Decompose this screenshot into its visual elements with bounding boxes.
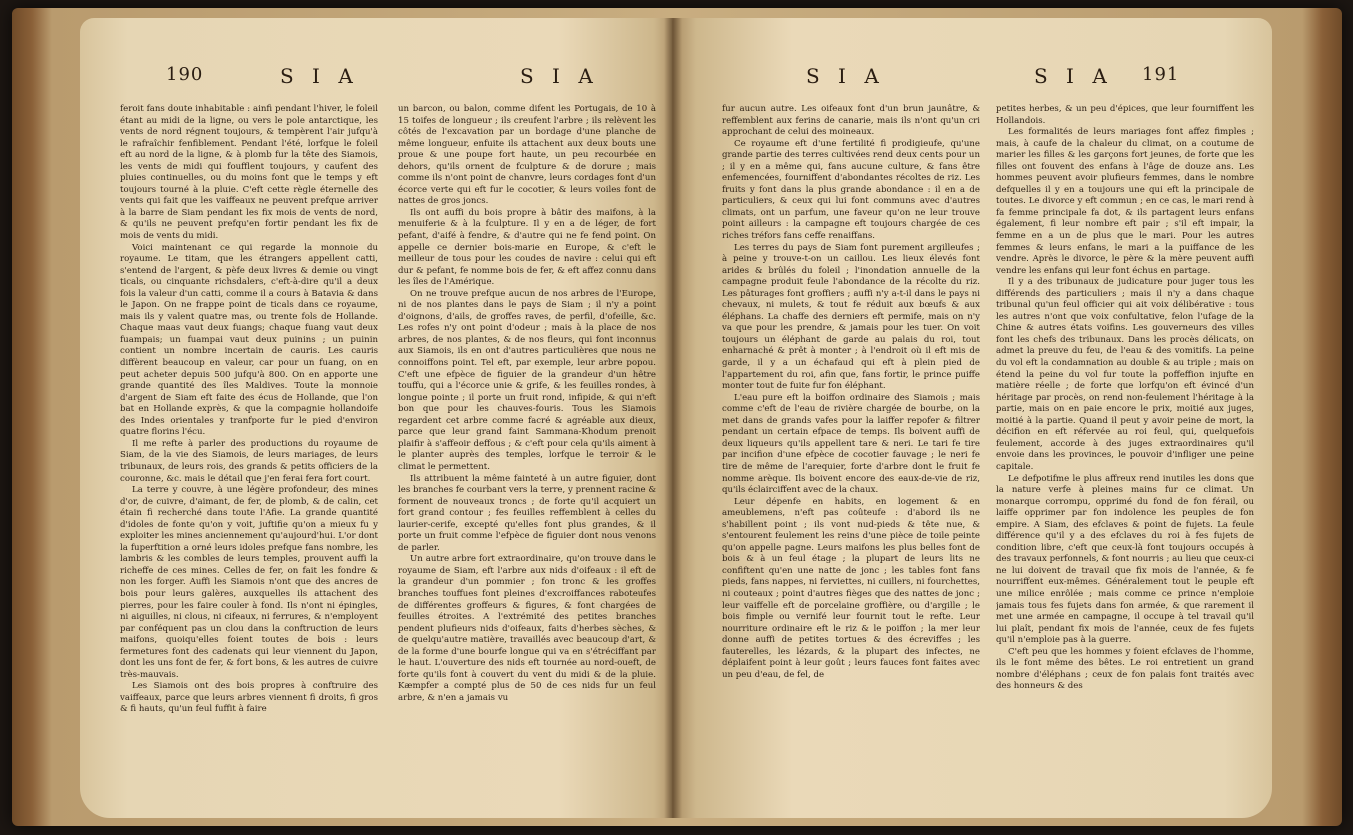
paragraph: La terre y couvre, à une légère profondeur, des mines d'or, de cuivre, d'aimant, de fer, de plomb, & de calin, cet étain fi recherché dans toute l'Afie. La grande quantité d'idoles de fonte qu'on y voit, juftifie qu'on a mieux fu y exploiter les mines anciennement qu'aujourd'hui. L'or dont la fuperftition a orné leurs idoles prefque fans nombre, les lambris & les combles de leurs temples, prouvent auffi la richeffe de ces mines. Celles de fer, on fait les fondre & non les forger. Auffi les Siamois n'ont que des ancres de bois pour leurs galères, auxquelles ils attachent des pierres, pour les faire couler à fond. Ils n'ont ni épingles, ni aiguilles, ni clous, ni cifeaux, ni ferrures, & n'employent par conféquent pas un clou dans la conftruction de leurs maifons, quoiqu'elles foient toutes de bois : leurs fermetures font des cadenats qui leur viennent du Japon, dont les uns font de fer, & fort bons, & les autres de cuivre très-mauvais. bbox=[120, 485, 378, 680]
right-page bbox=[672, 18, 1272, 818]
right-header-word-1: S I A bbox=[806, 64, 885, 88]
left-page bbox=[80, 18, 678, 818]
paragraph: Les formalités de leurs mariages font affez fimples ; mais, à caufe de la chaleur du climat, on a coutume de marier les filles & les garçons fort jeunes, de forte que les filles ont fouvent des enfans à l'âge de douze ans. Les hommes peuvent avoir plufieurs femmes, dans le nombre defquelles il y en a toujours une qui eft la principale de toutes. Le divorce y eft commun ; en ce cas, le mari rend à fa femme principale fa dot, & ils partagent leurs enfans également, fi leur nombre eft pair ; s'il eft impair, la femme en a un de plus que le mari. Pour les autres femmes & leurs enfans, le mari a la puiffance de les vendre. Après le divorce, le père & la mère peuvent auffi vendre les enfans qui leur font échus en partage. bbox=[996, 127, 1254, 276]
paragraph: Les terres du pays de Siam font purement argilleufes ; à peine y trouve-t-on un caillou. Les lieux élevés font arides & brûlés du foleil ; l'inondation annuelle de la campagne produit feule l'abondance de la récolte du riz. Les pâturages font groffiers ; auffi n'y a-t-il dans le pays ni chevaux, ni mulets, & tout fe réduit aux bœufs & aux éléphans. La chaffe des derniers eft permife, mais on n'y va que pour les prendre, & jamais pour les tuer. On voit toujours un éléphant de garde au palais du roi, tout enharnaché & prêt à monter ; à l'endroit où il eft mis de garde, il y a un échafaud qui eft à plein pied de l'appartement du roi, afin que, fans fortir, le prince puiffe monter tout de fuite fur fon éléphant. bbox=[722, 242, 980, 392]
left-page-number: 190 bbox=[166, 64, 204, 85]
left-header-word-1: S I A bbox=[280, 64, 359, 88]
paragraph: On ne trouve prefque aucun de nos arbres de l'Europe, ni de nos plantes dans le pays de Siam ; il n'y a point d'oignons, d'ails, de groffes raves, de perfil, d'ofeille, &c. Les rofes n'y ont point d'odeur ; mais à la place de nos arbres, de nos plantes, & de nos fleurs, qui font inconnus aux Siamois, ils en ont d'autres particulières que nous ne connoiffons point. Tel eft, par exemple, leur arbre popou. C'eft une efpèce de figuier de la grandeur d'un hêtre touffu, qui a l'écorce unie & grife, & les feuilles rondes, à longue pointe ; il porte un fruit rond, infipide, & qui n'eft bon que pour les chauves-fouris. Tous les Siamois regardent cet arbre comme facré & agréable aux dieux, parce que leur grand faint Sammana-Khodum prenoit plaifir à s'affeoir deffous ; & c'eft pour cela qu'ils aiment à le planter auprès des temples, lorfque le terroir & le climat le permettent. bbox=[398, 288, 656, 472]
right-column-2 bbox=[996, 104, 1254, 804]
paragraph: C'eft peu que les hommes y foient efclaves de l'homme, ils le font même des bêtes. Le roi entretient un grand nombre d'éléphans ; ceux de fon palais font traités avec des honneurs & des bbox=[996, 646, 1254, 692]
paragraph: L'eau pure eft la boiffon ordinaire des Siamois ; mais comme c'eft de l'eau de rivière chargée de bourbe, on la met dans de grands vafes pour la laiffer repofer & filtrer pendant un certain efpace de temps. Ils boivent auffi de deux liqueurs qu'ils appellent tare & neri. Le tari fe tire par incifion d'une efpèce de cocotier fauvage ; le neri fe tire de même de l'arequier, forte d'arbre dont le fruit fe nomme arèque. Ils boivent encore des eaux-de-vie de riz, qu'ils éclairciffent avec de la chaux. bbox=[722, 392, 980, 496]
book-gutter bbox=[664, 18, 682, 818]
left-header-word-2: S I A bbox=[520, 64, 599, 88]
left-column-1 bbox=[120, 104, 378, 804]
paragraph: Voici maintenant ce qui regarde la monnoie du royaume. Le titam, que les étrangers appellent catti, s'entend de l'argent, & pèfe deux livres & demie ou vingt ticals, ou cinquante richsdalers, c'eft-à-dire qu'il a deux fois la valeur d'un catti, comme il a cours à Batavia & dans le Japon. On ne frappe point de ticals dans ce royaume, mais ils y valent quatre mas, ou trente fols de Hollande. Chaque maas vaut deux fuangs; chaque fuang vaut deux fuampais; un fuampai vaut deux puinins ; un puinin contient un nombre incertain de cauris. Les cauris diffèrent beaucoup en valeur, car pour un fuang, on en peut acheter depuis 500 jufqu'à 800. On en apporte une grande quantité des îles Maldives. Toute la monnoie d'argent de Siam eft faite des écus de Hollande, que l'on bat en Hollande exprès, & que la compagnie hollandoife des Indes orientales y tranfporte fur le pied d'environ quatre florins l'écu. bbox=[120, 242, 378, 438]
right-page-number: 191 bbox=[1142, 64, 1180, 85]
left-column-2 bbox=[398, 104, 656, 804]
paragraph: Ce royaume eft d'une fertilité fi prodigieufe, qu'une grande partie des terres cultivées rend deux cents pour un ; il y en a même qui, fans aucune culture, & fans être enfemencées, fourniffent d'abondantes récoltes de riz. Les fruits y font dans la plus grande abondance : il en a de particuliers, & ceux qui lui font communs avec d'autres climats, ont un parfum, une faveur qu'on ne leur trouve point ailleurs : la campagne eft toujours chargée de ces riches tréfors fans ceffe renaiffans. bbox=[722, 138, 980, 242]
paragraph: Il y a des tribunaux de judicature pour juger tous les différends des particuliers ; mais il n'y a dans chaque tribunal qu'un feul officier qui ait voix délibérative : tous les autres n'ont que voix confultative, felon l'ufage de la Chine & autres états voifins. Les gouverneurs des villes font les chefs des tribunaux. Dans les procès délicats, on admet la preuve du feu, de l'eau & des vomitifs. La peine du vol eft la condamnation au double & au triple ; mais on étend la peine du vol fur toute la poffeffion injufte en matière réelle ; de forte que lorfqu'on eft évincé d'un héritage par procès, on rend non-feulement l'héritage à la partie, mais on en paie encore le prix, moitié aux juges, moitié à la partie. Quand il peut y avoir peine de mort, la décifion en eft réfervée au roi feul, qui, quelquefois feulement, accorde à des juges extraordinaires qu'il envoie dans les provinces, le pouvoir d'infliger une peine capitale. bbox=[996, 277, 1254, 472]
paragraph: Ils ont auffi du bois propre à bâtir des maifons, à la menuiferie & à la fculpture. Il y en a de léger, de fort pefant, d'aifé à fendre, & d'autre qui ne fe fend point. On appelle ce dernier bois-marie en Europe, & c'eft le meilleur de tous pour les coudes de navire : celui qui eft dur & pefant, fe nomme bois de fer, & eft affez connu dans les îles de l'Amérique. bbox=[398, 207, 656, 288]
paragraph: Il me refte à parler des productions du royaume de Siam, de la vie des Siamois, de leurs mariages, de leurs tribunaux, de leurs rois, des grands & petits officiers de la couronne, &c. mais le détail que j'en ferai fera fort court. bbox=[120, 438, 378, 484]
paragraph: petites herbes, & un peu d'épices, que leur fourniffent les Hollandois. bbox=[996, 104, 1254, 126]
paragraph: Les Siamois ont des bois propres à conftruire des vaiffeaux, parce que leurs arbres viennent fi droits, fi gros & fi hauts, qu'un feul fuffit à faire bbox=[120, 681, 378, 715]
left-running-head bbox=[80, 64, 678, 94]
paragraph: Leur dépenfe en habits, en logement & en ameublemens, n'eft pas coûteufe : d'abord ils ne s'habillent point ; ils vont nud-pieds & tête nue, & s'entourent feulement les reins d'une pièce de toile peinte qu'on appelle pagne. Leurs maifons les plus belles font de bois & à un feul étage ; la plupart de leurs lits ne confiftent qu'en une natte de jonc ; les tables font fans pieds, fans nappes, ni ferviettes, ni cuillers, ni fourchettes, ni couteaux ; point d'autres fièges que des nattes de jonc ; leur vaiffelle eft de porcelaine groffière, ou d'argille ; le bois fimple ou vernifé leur fournit tout le refte. Leur nourriture ordinaire eft le riz & le poiffon ; la mer leur donne auffi de petites tortues & des écreviffes ; les fauterelles, les lézards, & la plupart des infectes, ne déplaifent point à leur goût ; leurs fauces font faites avec un peu d'eau, de fel, de bbox=[722, 496, 980, 680]
paragraph: un barcon, ou balon, comme difent les Portugais, de 10 à 15 toifes de longueur ; ils creufent l'arbre ; ils relèvent les côtés de l'excavation par un bordage d'une planche de même longueur, enfuite ils attachent aux deux bouts une proue & une poupe fort haute, un peu recourbée en dehors, qu'ils ornent de fculpture & de dorure ; mais comme ils n'ont point de chanvre, leurs cordages font d'un écorce verte qui eft fur le cocotier, & leurs voiles font de nattes de gros joncs. bbox=[398, 104, 656, 207]
paragraph: Le defpotifme le plus affreux rend inutiles les dons que la nature verfe à pleines mains fur ce climat. Un monarque corrompu, opprimé du fond de fon férail, ou laiffe opprimer par fon indolence les peuples de fon empire. A Siam, des efclaves & point de fujets. La feule différence qu'il y a des efclaves du roi à fes fujets de condition libre, c'eft que ceux-là font toujours occupés à des travaux perfonnels, & font nourris ; au lieu que ceux-ci ne lui doivent de travail que fix mois de l'année, & fe nourriffent eux-mêmes. Généralement tout le peuple eft une milice enrôlée ; mais comme ce prince n'emploie jamais tous fes fujets dans fon armée, & que rarement il met une armée en campagne, il occupe à tel travail qu'il lui plaît, pendant fix mois de l'année, ceux de fes fujets qu'il n'emploie pas à la guerre. bbox=[996, 473, 1254, 646]
right-header-word-2: S I A bbox=[1034, 64, 1113, 88]
paragraph: feroit fans doute inhabitable : ainfi pendant l'hiver, le foleil étant au midi de la ligne, ou vers le pole antarctique, les vents de nord régnent toujours, & tempèrent l'air jufqu'à le rafraîchir fenfiblement. Pendant l'été, lorfque le foleil eft au nord de la ligne, & à plomb fur la tête des Siamois, les vents de midi qui foufflent toujours, y caufent des pluies continuelles, ou du moins font que le temps y eft toujours tourné à la pluie. C'eft cette règle éternelle des vents qui fait que les vaiffeaux ne peuvent prefque arriver à la barre de Siam pendant les fix mois de vents de nord, & qu'ils ne peuvent prefqu'en fortir pendant les fix de mois de vents du midi. bbox=[120, 104, 378, 242]
right-column-1 bbox=[722, 104, 980, 804]
paragraph: fur aucun autre. Les oifeaux font d'un brun jaunâtre, & reffemblent aux ferins de canarie, mais ils n'ont qu'un cri approchant de celui des moineaux. bbox=[722, 104, 980, 138]
paragraph: Un autre arbre fort extraordinaire, qu'on trouve dans le royaume de Siam, eft l'arbre aux nids d'oifeaux : il eft de la grandeur d'un pommier ; fon tronc & les groffes branches touffues font pleines d'excroiffances raboteufes de différentes groffeurs & figures, & font chargées de feuilles étroites. A l'extrémité des petites branches pendent plufieurs nids d'oifeaux, faits d'herbes sèches, & de quelqu'autre matière, travaillés avec beaucoup d'art, & de la forme d'une bourfe longue qui va en s'étréciffant par le haut. L'ouverture des nids eft tournée au nord-oueft, de forte qu'ils font à couvert du vent du midi & de la pluie. Kæmpfer a compté plus de 50 de ces nids fur un feul arbre, & n'en a jamais vu bbox=[398, 554, 656, 703]
paragraph: Ils attribuent la même fainteté à un autre figuier, dont les branches fe courbant vers la terre, y prennent racine & forment de nouveaux troncs ; de forte qu'il acquiert un fort grand contour ; fes feuilles reffemblent à celles du laurier-cerife, excepté qu'elles font plus grandes, & il porte un fruit comme l'efpèce de figuier dont nous venons de parler. bbox=[398, 473, 656, 553]
right-running-head bbox=[672, 64, 1272, 94]
